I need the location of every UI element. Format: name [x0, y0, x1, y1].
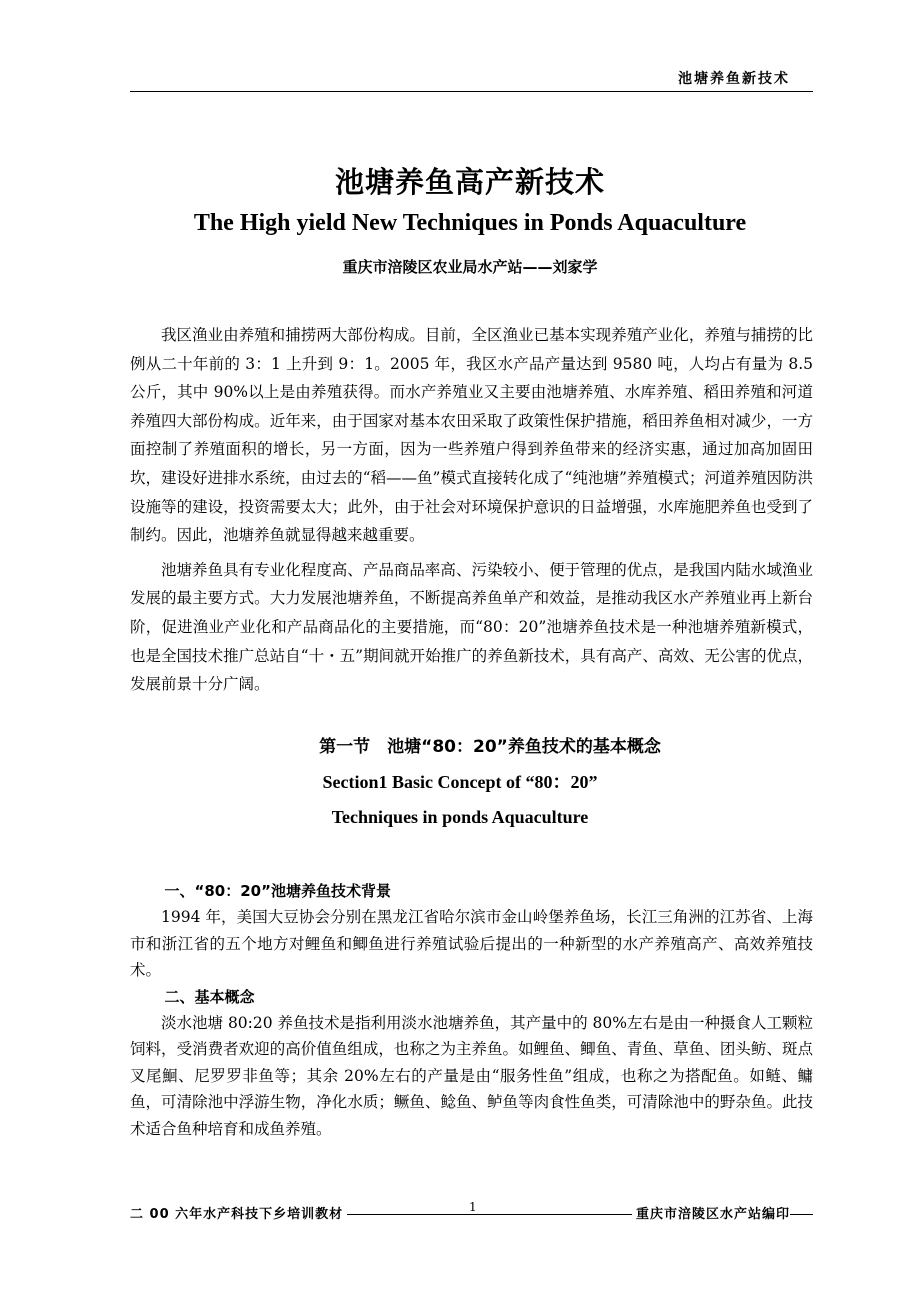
intro-paragraph-2: 池塘养鱼具有专业化程度高、产品商品率高、污染较小、便于管理的优点，是我国内陆水域渔业发展的最主要方式。大力发展池塘养鱼，不断提高养鱼单产和效益，是推动我区水产养殖业再上新台阶，促进渔业产业化和产品商品化的主要措施，而“80：20”池塘养鱼技术是一种池塘养殖新模式，也是全国技术推广总站自“十・五”期间就开始推广的养鱼新技术，具有高产、高效、无公害的优点，发展前景十分广阔。	[130, 560, 813, 694]
section1-body	[130, 878, 813, 1142]
subsection-text-concept: 淡水池塘 80:20 养鱼技术是指利用淡水池塘养鱼，其产量中的 80%左右是由一种摄食人工颗粒饲料，受消费者欢迎的高价值鱼组成，也称之为主养鱼。如鲤鱼、鲫鱼、青鱼、草鱼、团头鲂、斑点叉尾鮰、尼罗罗非鱼等；其余 20%左右的产量是由“服务性鱼”组成，也称之为搭配鱼。如鲢、鳙鱼，可清除池中浮游生物，净化水质；鳜鱼、鲶鱼、鲈鱼等肉食性鱼类，可清除池中的野杂鱼。此技术适合鱼种培育和成鱼养殖。	[130, 1013, 813, 1138]
subsection-heading-concept: 二、基本概念	[164, 987, 255, 1006]
footer-left-text: 二 00 六年水产科技下乡培训教材	[130, 1203, 347, 1222]
page-number: 1	[466, 1200, 480, 1214]
document-title-english: The High yield New Techniques in Ponds Aquaculture	[193, 210, 747, 236]
section-title-english-line1: Section1 Basic Concept of “80：20”	[322, 772, 598, 792]
footer-right-text: 重庆市涪陵区水产站编印	[632, 1203, 790, 1222]
intro-section	[130, 321, 813, 699]
subsection-text-background: 1994 年，美国大豆协会分别在黑龙江省哈尔滨市金山岭堡养鱼场，长江三角洲的江苏省、上海市和浙江省的五个地方对鲤鱼和鲫鱼进行养殖试验后提出的一种新型的水产养殖高产、高效养殖技术。	[130, 908, 813, 979]
section-title: 第一节 池塘“80：20”养鱼技术的基本概念	[319, 737, 661, 757]
document-title: 池塘养鱼高产新技术	[334, 165, 605, 199]
author-line: 重庆市涪陵区农业局水产站——刘家学	[342, 258, 598, 276]
subsection-heading-background: 一、“80：20”池塘养鱼技术背景	[164, 882, 391, 900]
section-title-english-line2: Techniques in ponds Aquaculture	[331, 807, 589, 827]
header-rule	[130, 91, 813, 92]
intro-paragraph-1: 我区渔业由养殖和捕捞两大部份构成。目前，全区渔业已基本实现养殖产业化，养殖与捕捞的比例从二十年前的 3：1 上升到 9：1。2005 年，我区水产品产量达到 9580 吨，人均占有量为 8.5 公斤，其中 90%以上是由养殖获得。而水产养殖业又主要由池塘养殖、水库养殖、稻田养殖和河道养殖四大部份构成。近年来，由于国家对基本农田采取了政策性保护措施，稻田养鱼相对减少，一方面控制了养殖面积的增长，另一方面，因为一些养殖户得到养鱼带来的经济实惠，通过加高加固田坎，建设好进排水系统，由过去的“稻——鱼”模式直接转化成了“纯池塘”养殖模式；河道养殖因防洪设施等的建设，投资需要太大；此外，由于社会对环境保护意识的日益增强，水库施肥养鱼也受到了制约。因此，池塘养鱼就显得越来越重要。	[130, 326, 813, 545]
running-header: 池塘养鱼新技术	[678, 71, 790, 87]
